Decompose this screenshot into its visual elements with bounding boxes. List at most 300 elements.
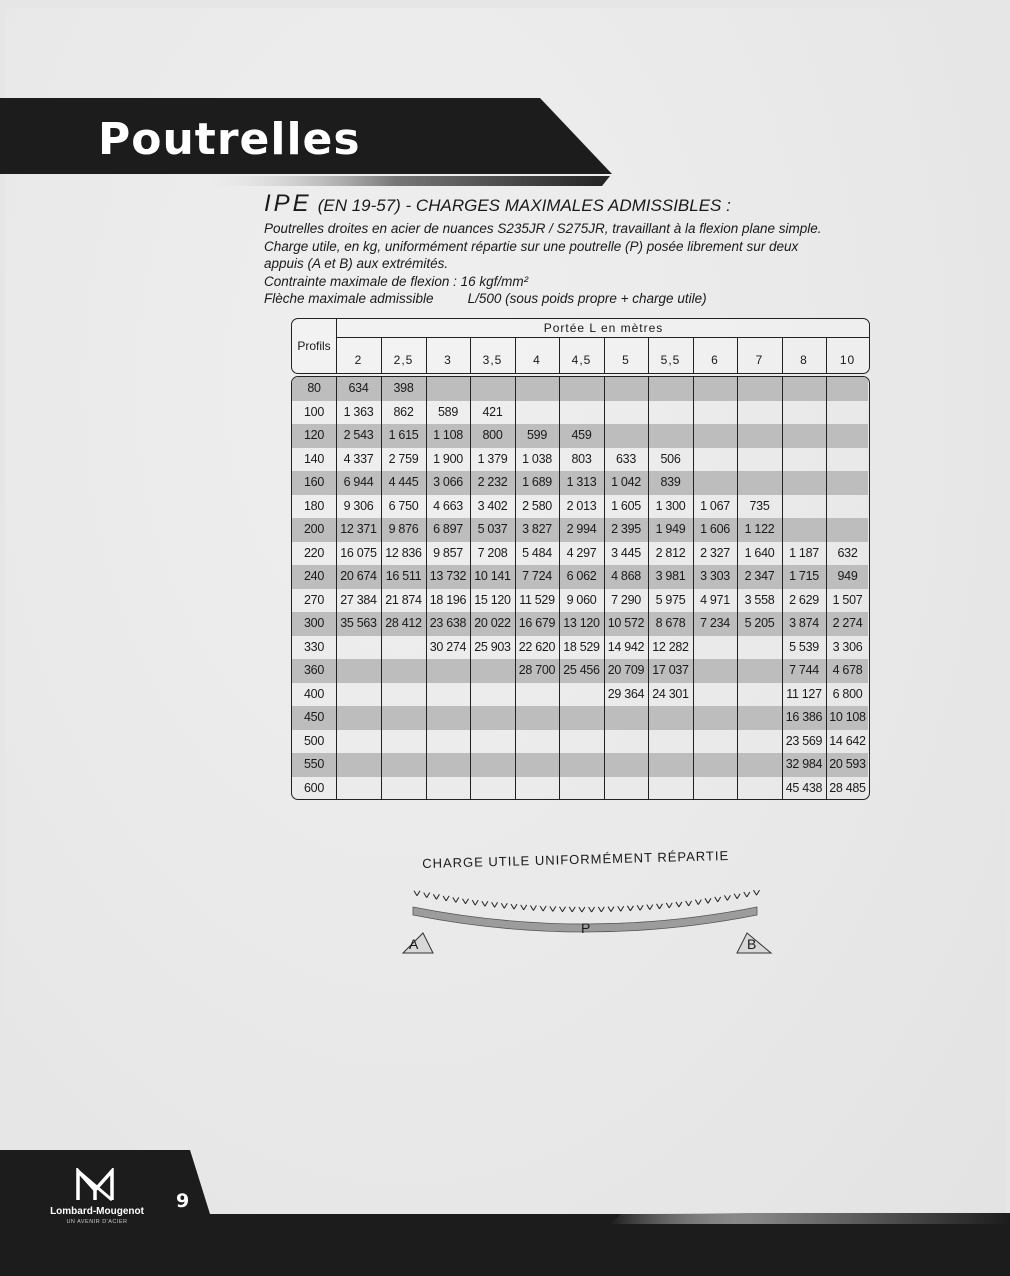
load-value-cell [381, 753, 426, 777]
load-value-cell: 6 062 [566, 569, 597, 583]
fleche-label: Flèche maximale admissible [264, 291, 434, 306]
load-value-cell [381, 730, 426, 754]
load-value-cell [515, 377, 559, 401]
load-value-cell: 7 724 [522, 569, 552, 583]
load-value-cell [737, 777, 782, 801]
load-value-cell: 1 108 [433, 428, 463, 442]
load-value-cell [782, 518, 826, 542]
profil-cell: 300 [304, 616, 324, 630]
load-value-cell [559, 777, 604, 801]
load-arrow-icon [734, 894, 740, 899]
load-arrow-icon [695, 900, 701, 905]
load-value-cell: 3 303 [700, 569, 730, 583]
load-value-cell: 15 120 [474, 592, 511, 607]
load-value-cell: 1 605 [611, 498, 641, 513]
load-value-cell: 1 300 [655, 498, 686, 513]
load-arrow-icon [608, 907, 614, 912]
load-value-cell [470, 706, 515, 730]
load-value-cell: 28 485 [829, 780, 866, 795]
load-value-cell [336, 659, 381, 683]
load-value-cell [604, 401, 648, 425]
load-value-cell: 9 060 [566, 592, 597, 607]
load-value-cell [693, 730, 737, 754]
load-value-cell: 3 306 [832, 639, 863, 654]
load-arrow-icon [637, 905, 643, 910]
load-value-cell: 2 395 [611, 522, 641, 536]
load-value-cell: 2 629 [789, 592, 819, 607]
load-arrow-icon [598, 907, 604, 912]
load-value-cell [826, 377, 869, 401]
load-value-cell: 28 700 [518, 663, 556, 677]
load-value-cell: 634 [348, 381, 369, 395]
load-value-cell: 3 558 [744, 592, 775, 607]
load-value-cell [826, 448, 869, 472]
column-divider [336, 377, 337, 800]
load-value-cell: 22 620 [518, 639, 556, 654]
column-divider [426, 337, 427, 373]
load-value-cell: 20 674 [340, 569, 377, 583]
load-value-cell: 1 038 [522, 451, 552, 466]
load-value-cell: 16 386 [785, 710, 823, 724]
description [264, 220, 824, 308]
load-table [291, 376, 870, 800]
load-value-cell [559, 377, 604, 401]
load-value-cell: 4 678 [832, 663, 863, 677]
load-value-cell [737, 730, 782, 754]
load-arrow-icon [424, 893, 430, 898]
load-value-cell: 5 975 [655, 592, 686, 607]
load-value-cell: 1 122 [744, 522, 775, 536]
span-header: 3 [444, 353, 452, 367]
column-divider [648, 337, 649, 373]
load-value-cell [648, 777, 693, 801]
load-value-cell: 45 438 [785, 780, 823, 795]
profil-cell: 400 [304, 686, 324, 701]
load-value-cell [826, 401, 869, 425]
load-value-cell [336, 683, 381, 707]
load-value-cell: 18 196 [429, 592, 467, 607]
load-arrow-icon [724, 895, 730, 900]
column-divider [604, 377, 605, 800]
description-line: Poutrelles droites en acier de nuances S235JR / S275JR, travaillant à la flexion plane simple. [264, 221, 822, 236]
load-value-cell: 25 903 [474, 639, 511, 654]
column-divider [826, 337, 827, 373]
load-value-cell: 11 529 [519, 592, 555, 607]
profil-cell: 330 [304, 639, 324, 654]
profil-cell: 100 [304, 404, 324, 419]
load-value-cell [737, 401, 782, 425]
load-value-cell [693, 683, 737, 707]
load-value-cell: 2 580 [522, 498, 552, 513]
load-value-cell: 10 572 [607, 616, 645, 630]
load-arrow-icon [744, 892, 750, 897]
beam-label: P [581, 920, 591, 936]
load-value-cell: 6 750 [388, 498, 419, 513]
brand-logo-icon [75, 1168, 119, 1202]
load-value-cell [648, 730, 693, 754]
load-value-cell [381, 636, 426, 660]
load-value-cell [737, 377, 782, 401]
load-value-cell: 589 [438, 404, 458, 419]
load-arrow-icon [550, 906, 556, 911]
load-value-cell: 23 638 [429, 616, 467, 630]
load-value-cell [515, 730, 559, 754]
column-divider [336, 319, 337, 373]
load-value-cell [693, 401, 737, 425]
load-value-cell: 7 290 [611, 592, 641, 607]
load-value-cell: 24 301 [652, 686, 689, 701]
load-value-cell [737, 471, 782, 495]
load-value-cell: 1 949 [655, 522, 686, 536]
load-arrow-icon [676, 902, 682, 907]
load-value-cell: 4 663 [433, 498, 463, 513]
profil-cell: 200 [304, 522, 324, 536]
load-value-cell [426, 683, 470, 707]
load-value-cell [515, 401, 559, 425]
load-value-cell: 11 127 [786, 686, 822, 701]
span-header: 7 [755, 353, 764, 367]
fleche-line [264, 290, 824, 308]
span-header: 4 [533, 353, 541, 367]
section-heading [264, 190, 824, 308]
load-value-cell: 800 [482, 428, 503, 442]
load-arrow-icon [589, 907, 595, 912]
load-value-cell [426, 753, 470, 777]
span-header: 5 [622, 353, 630, 367]
load-value-cell: 1 640 [744, 545, 775, 560]
profile-code: IPE [264, 190, 312, 217]
profil-cell: 240 [304, 569, 324, 583]
load-arrow-icon [647, 905, 653, 910]
support-a-label: A [409, 936, 419, 952]
load-value-cell [381, 706, 426, 730]
load-value-cell [782, 377, 826, 401]
load-value-cell [648, 401, 693, 425]
load-value-cell: 2 232 [477, 475, 508, 489]
load-value-cell [693, 659, 737, 683]
description-line: appuis (A et B) aux extrémités. [264, 256, 449, 271]
span-header: 6 [711, 353, 719, 367]
load-value-cell [470, 777, 515, 801]
load-arrow-icon [705, 898, 711, 903]
load-arrow-icon [521, 905, 527, 910]
load-value-cell: 12 371 [340, 522, 377, 536]
load-value-cell: 3 827 [522, 522, 552, 536]
load-value-cell: 6 897 [433, 522, 463, 536]
load-value-cell: 2 543 [343, 428, 374, 442]
load-arrow-icon [540, 906, 546, 911]
heading-subtitle: (EN 19-57) - CHARGES MAXIMALES ADMISSIBLES : [317, 196, 731, 215]
load-value-cell: 16 679 [518, 616, 556, 630]
load-value-cell [559, 683, 604, 707]
load-value-cell: 7 234 [700, 616, 730, 630]
load-value-cell [693, 753, 737, 777]
load-value-cell: 1 689 [522, 475, 552, 489]
load-value-cell [604, 730, 648, 754]
load-value-cell [515, 683, 559, 707]
brand-tagline: UN AVENIR D'ACIER [66, 1219, 128, 1225]
portee-header: Portée L en mètres [543, 321, 664, 335]
load-value-cell: 3 874 [789, 616, 819, 630]
column-divider [470, 337, 471, 373]
load-value-cell [737, 706, 782, 730]
load-value-cell [426, 777, 470, 801]
load-value-cell: 1 313 [566, 475, 597, 489]
column-divider [381, 337, 382, 373]
load-value-cell: 3 445 [611, 545, 641, 560]
column-divider [782, 337, 783, 373]
load-value-cell [737, 448, 782, 472]
load-value-cell [737, 659, 782, 683]
load-arrow-icon [569, 907, 575, 912]
profil-cell: 180 [304, 498, 324, 513]
column-divider [559, 377, 560, 800]
load-value-cell [782, 471, 826, 495]
load-value-cell: 1 067 [700, 498, 730, 513]
load-value-cell [515, 777, 559, 801]
load-value-cell: 28 412 [385, 616, 422, 630]
load-value-cell [426, 659, 470, 683]
column-divider [515, 337, 516, 373]
load-arrow-icon [715, 897, 721, 902]
load-value-cell: 29 364 [607, 686, 645, 701]
load-value-cell [470, 683, 515, 707]
banner-stripe [180, 176, 610, 186]
load-arrow-icon [618, 906, 624, 911]
load-value-cell [559, 753, 604, 777]
load-value-cell [559, 401, 604, 425]
load-value-cell: 1 379 [477, 451, 508, 466]
load-value-cell: 4 297 [566, 545, 597, 560]
profil-cell: 360 [304, 663, 324, 677]
header-divider [336, 337, 869, 338]
load-value-cell: 18 529 [563, 639, 600, 654]
load-arrow-icon [443, 896, 449, 901]
load-value-cell: 459 [571, 428, 592, 442]
load-value-cell: 10 141 [474, 569, 511, 583]
load-value-cell: 1 042 [611, 475, 641, 489]
load-value-cell [426, 377, 470, 401]
load-value-cell: 421 [482, 404, 503, 419]
column-divider [693, 377, 694, 800]
load-arrow-icon [433, 894, 439, 899]
load-value-cell [470, 753, 515, 777]
column-divider [381, 377, 382, 800]
span-header: 2 [354, 353, 363, 367]
load-value-cell: 3 981 [655, 569, 686, 583]
load-arrow-icon [492, 902, 498, 907]
profil-cell: 120 [304, 428, 324, 442]
load-value-cell: 4 445 [388, 475, 419, 489]
column-divider [604, 337, 605, 373]
load-value-cell: 7 744 [789, 663, 819, 677]
load-value-cell: 2 013 [566, 498, 597, 513]
load-value-cell: 5 205 [744, 616, 775, 630]
load-value-cell [826, 471, 869, 495]
brand-name: Lombard-Mougenot [50, 1206, 144, 1217]
load-value-cell: 5 037 [477, 522, 508, 536]
load-value-cell [426, 730, 470, 754]
load-value-cell: 23 569 [785, 733, 823, 748]
load-value-cell: 20 709 [607, 663, 645, 677]
column-divider [782, 377, 783, 800]
load-value-cell: 2 994 [566, 522, 597, 536]
load-value-cell: 1 363 [343, 404, 374, 419]
load-value-cell: 1 900 [433, 451, 463, 466]
column-divider [648, 377, 649, 800]
load-value-cell [426, 706, 470, 730]
load-value-cell [559, 730, 604, 754]
profil-cell: 270 [304, 592, 324, 607]
load-value-cell: 27 384 [340, 592, 377, 607]
load-arrow-icon [530, 905, 536, 910]
load-value-cell [782, 424, 826, 448]
column-divider [826, 377, 827, 800]
load-value-cell: 20 022 [474, 616, 511, 630]
load-value-cell: 506 [660, 451, 681, 466]
load-value-cell: 21 874 [385, 592, 422, 607]
load-value-cell [648, 753, 693, 777]
load-value-cell: 6 800 [832, 686, 863, 701]
description-line: Charge utile, en kg, uniformément répartie sur une poutrelle (P) posée librement sur deux [264, 238, 799, 254]
column-divider [693, 337, 694, 373]
load-value-cell [693, 448, 737, 472]
load-value-cell: 1 507 [832, 592, 863, 607]
load-value-cell [381, 683, 426, 707]
load-arrow-icon [579, 907, 585, 912]
load-value-cell [693, 377, 737, 401]
profil-cell: 80 [307, 381, 321, 395]
load-value-cell [604, 706, 648, 730]
load-value-cell: 1 715 [789, 569, 819, 583]
load-arrow-icon [501, 903, 507, 908]
load-value-cell: 862 [393, 404, 414, 419]
profil-cell: 600 [304, 780, 324, 795]
load-value-cell: 2 274 [832, 616, 863, 630]
load-arrow-icon [686, 901, 692, 906]
profil-cell: 140 [304, 451, 324, 466]
load-value-cell [470, 659, 515, 683]
load-value-cell: 1 615 [388, 428, 419, 442]
load-value-cell [336, 753, 381, 777]
load-value-cell [648, 424, 693, 448]
load-value-cell [782, 495, 826, 519]
load-value-cell: 9 876 [388, 522, 419, 536]
column-divider [470, 377, 471, 800]
load-value-cell: 12 836 [385, 545, 422, 560]
load-value-cell [737, 753, 782, 777]
load-value-cell: 839 [660, 475, 681, 489]
load-value-cell: 25 456 [563, 663, 600, 677]
load-arrow-icon [453, 897, 459, 902]
load-value-cell [693, 706, 737, 730]
load-value-cell [604, 777, 648, 801]
load-value-cell [782, 448, 826, 472]
load-value-cell: 9 857 [433, 545, 463, 560]
load-value-cell [604, 377, 648, 401]
load-value-cell [737, 636, 782, 660]
load-value-cell: 599 [527, 428, 547, 442]
load-value-cell: 16 075 [340, 545, 377, 560]
load-value-cell: 13 120 [563, 616, 600, 630]
span-header: 5,5 [660, 353, 681, 367]
load-value-cell [470, 377, 515, 401]
load-value-cell [737, 424, 782, 448]
load-value-cell: 30 274 [429, 639, 467, 654]
load-value-cell [604, 424, 648, 448]
load-value-cell: 803 [571, 451, 592, 466]
load-value-cell: 5 539 [789, 639, 819, 654]
description-line: Contrainte maximale de flexion : 16 kgf/mm² [264, 273, 529, 289]
load-value-cell: 3 066 [433, 475, 463, 489]
load-value-cell: 17 037 [652, 663, 689, 677]
load-value-cell: 35 563 [340, 616, 377, 630]
profil-cell: 450 [304, 710, 324, 724]
load-value-cell: 632 [837, 545, 858, 560]
column-divider [737, 337, 738, 373]
span-header: 3,5 [482, 353, 503, 367]
load-arrow-icon [511, 904, 517, 909]
profil-cell: 550 [304, 757, 324, 771]
page-title: Poutrelles [98, 114, 361, 165]
load-value-cell [336, 777, 381, 801]
load-value-cell [826, 424, 869, 448]
load-value-cell: 2 759 [388, 451, 419, 466]
load-arrow-icon [657, 904, 663, 909]
load-value-cell: 1 606 [700, 522, 730, 536]
column-divider [737, 377, 738, 800]
load-value-cell [336, 636, 381, 660]
load-value-cell [336, 706, 381, 730]
load-value-cell: 20 593 [829, 757, 866, 771]
load-value-cell [693, 777, 737, 801]
load-arrow-icon [463, 899, 469, 904]
load-value-cell [559, 706, 604, 730]
load-diagram [395, 855, 775, 960]
profil-cell: 160 [304, 475, 324, 489]
load-arrow-icon [472, 900, 478, 905]
load-value-cell: 5 484 [522, 545, 552, 560]
page-number: 9 [176, 1190, 190, 1212]
load-value-cell: 949 [837, 569, 858, 583]
load-value-cell [381, 777, 426, 801]
load-value-cell [336, 730, 381, 754]
load-value-cell: 633 [616, 451, 636, 466]
load-value-cell: 14 642 [829, 733, 866, 748]
load-value-cell [826, 495, 869, 519]
load-value-cell: 2 327 [700, 545, 730, 560]
column-divider [426, 377, 427, 800]
span-header: 8 [800, 353, 808, 367]
load-value-cell [693, 471, 737, 495]
profils-header: Profils [297, 339, 331, 353]
load-value-cell: 6 944 [343, 475, 374, 489]
load-value-cell: 10 108 [829, 710, 866, 724]
fleche-value: L/500 (sous poids propre + charge utile) [467, 291, 707, 306]
load-value-cell: 4 971 [700, 592, 730, 607]
load-value-cell [381, 659, 426, 683]
load-value-cell [782, 401, 826, 425]
load-arrow-icon [754, 890, 760, 895]
load-value-cell: 14 942 [607, 639, 645, 654]
load-value-cell: 32 984 [785, 757, 823, 771]
load-value-cell [604, 753, 648, 777]
span-header: 2,5 [393, 353, 414, 367]
load-value-cell: 398 [393, 381, 414, 395]
load-arrow-icon [666, 903, 672, 908]
span-header: 10 [839, 353, 856, 367]
load-value-cell: 1 187 [789, 545, 819, 560]
